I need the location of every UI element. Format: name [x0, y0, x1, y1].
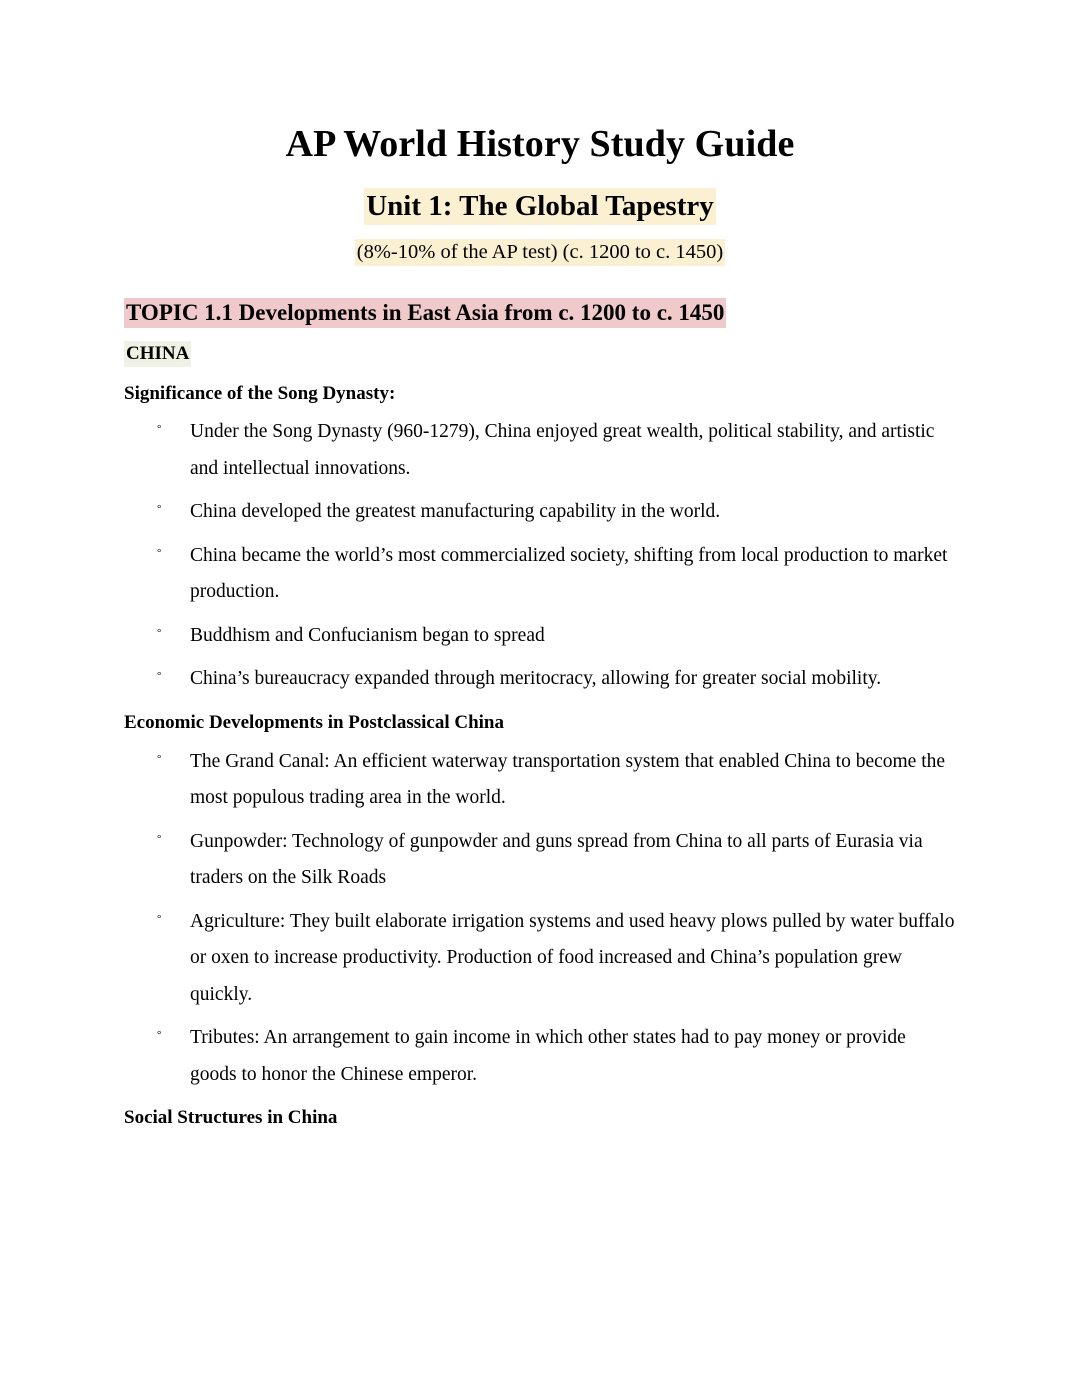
- bullet-marker-icon: °: [157, 912, 162, 925]
- list-item: [124, 1020, 956, 1093]
- bullet-marker-icon: °: [157, 670, 162, 683]
- topic-heading-line: [124, 264, 956, 328]
- list-item-text: Buddhism and Confucianism began to spread: [190, 624, 545, 646]
- list-item-text: Tributes: An arrangement to gain income in which other states had to pay money or provide goods to honor the Chinese emperor.: [190, 1027, 906, 1085]
- list-item-text: The Grand Canal: An efficient waterway transportation system that enabled China to become the most populous trading area in the world.: [190, 750, 946, 809]
- list-item-text: China’s bureaucracy expanded through meritocracy, allowing for greater social mobility.: [190, 668, 882, 690]
- section-heading-social-structures: Social Structures in China: [124, 1107, 338, 1129]
- list-item-text: Under the Song Dynasty (960-1279), China enjoyed great wealth, political stability, and artistic and intellectual innovations.: [190, 421, 935, 479]
- section-heading-song-dynasty: Significance of the Song Dynasty:: [124, 382, 396, 404]
- list-item: [124, 904, 956, 1014]
- list-item-text: Agriculture: They built elaborate irrigation systems and used heavy plows pulled by water buffalo or oxen to increase productivity. Production of food increased and China’s population grew quickly.: [190, 910, 955, 1005]
- list-item: [124, 618, 956, 655]
- country-heading-line: [124, 328, 956, 366]
- section-heading-economic-developments: Economic Developments in Postclassical China: [124, 711, 504, 733]
- bullet-marker-icon: °: [157, 1029, 162, 1042]
- list-item: [124, 414, 956, 487]
- page-title: AP World History Study Guide: [285, 123, 795, 165]
- bullet-marker-icon: °: [157, 832, 162, 845]
- bullet-marker-icon: °: [157, 626, 162, 639]
- list-item-text: China developed the greatest manufacturing capability in the world.: [190, 501, 721, 523]
- unit-subtitle-line: [124, 224, 956, 265]
- list-item-text: China became the world’s most commercialized society, shifting from local production to market production.: [190, 544, 948, 603]
- unit-subtitle: (8%-10% of the AP test) (c. 1200 to c. 1450): [355, 239, 725, 266]
- list-item: [124, 824, 956, 897]
- list-item-text: Gunpowder: Technology of gunpowder and guns spread from China to all parts of Eurasia via traders on the Silk Roads: [190, 830, 923, 889]
- bullet-marker-icon: °: [157, 503, 162, 516]
- bullet-marker-icon: °: [157, 546, 162, 559]
- bullet-marker-icon: °: [157, 752, 162, 765]
- bullet-list-economic-developments: [124, 744, 956, 1094]
- unit-heading: Unit 1: The Global Tapestry: [364, 188, 716, 225]
- topic-heading: TOPIC 1.1 Developments in East Asia from c. 1200 to c. 1450: [124, 298, 726, 328]
- list-item: [124, 661, 956, 698]
- list-item: [124, 494, 956, 531]
- bullet-marker-icon: °: [157, 423, 162, 436]
- document-content: [124, 0, 956, 1130]
- list-item: [124, 538, 956, 611]
- list-item: [124, 744, 956, 817]
- country-heading: CHINA: [124, 341, 191, 367]
- unit-heading-line: [124, 167, 956, 224]
- bullet-list-song-dynasty: [124, 414, 956, 698]
